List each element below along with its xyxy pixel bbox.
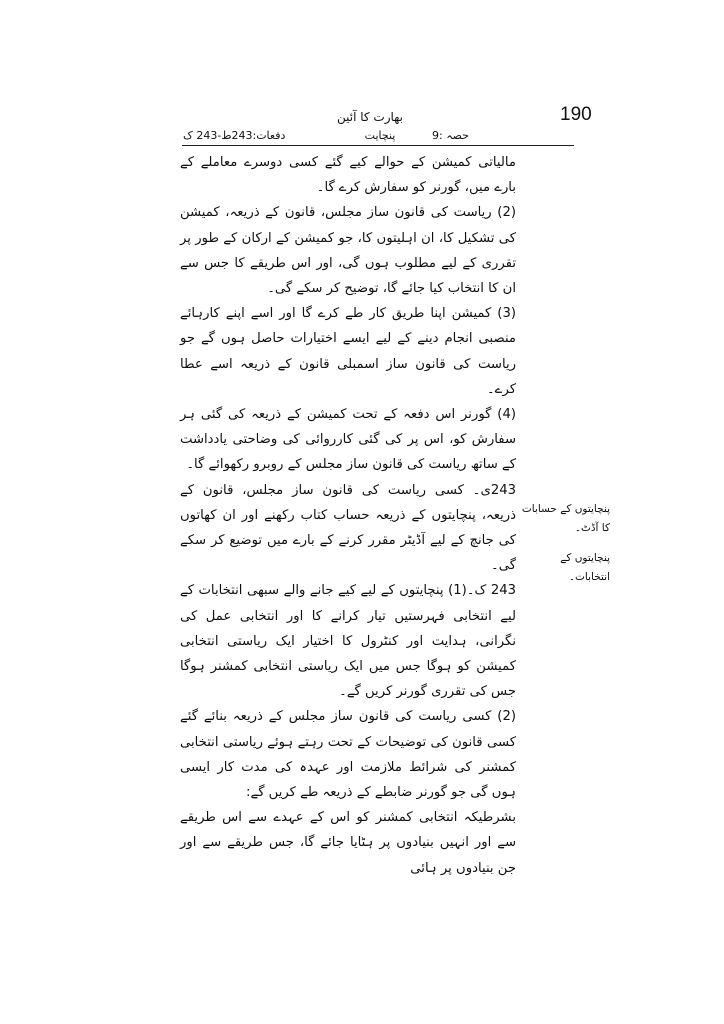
paragraph: 243 ک۔(1) پنچایتوں کے لیے کیے جانے والے سبھی انتخابات کے لیے انتخابی فہرستیں تیار کرانے کا اور انتخابی عمل کی نگرانی، ہدایت اور کنٹرول کا اختیار ایک ریاستی انتخابی کمیشن کو ہوگا جس میں ایک ریاستی انتخابی کمشنر ہوگا جس کی تقرری گورنر کریں گے۔ <box>180 583 517 700</box>
articles-label: دفعات:243ط-243 ک <box>183 129 286 142</box>
margin-note-elections: پنچایتوں کے انتخابات۔ <box>560 552 610 583</box>
part-label: حصہ :9 <box>432 129 469 142</box>
paragraph: (4) گورنر اس دفعہ کے تحت کمیشن کے ذریعہ کی گئی ہر سفارش کو، اس پر کی گئی کارروائی کی وضاحتی یادداشت کے ساتھ ریاست کی قانون ساز مجلس کے روبرو رکھوائے گا۔ <box>180 407 516 473</box>
paragraph: (3) کمیشن اپنا طریق کار طے کرے گا اور اسے اپنے کارہائے منصبی انجام دینے کے لیے ایسے اختیارات حاصل ہوں گے جو ریاست کی قانون ساز اسمبلی قانون کے ذریعہ اسے عطا کرے۔ <box>180 306 516 397</box>
paragraph: 243ی۔ کسی ریاست کی قانون ساز مجلس، قانون کے ذریعہ، پنچایتوں کے ذریعہ حساب کتاب رکھنے اور ان کھاتوں کی جانچ کے لیے آڈیٹر مقرر کرنے کے بارے میں توضیع کر سکے گی۔ <box>180 482 516 574</box>
body-text <box>180 150 516 881</box>
paragraph: (2) کسی ریاست کی قانون ساز مجلس کے ذریعہ بنائے گئے کسی قانون کی توضیحات کے تحت رہتے ہوئے ریاستی انتخابی کمشنر کی شرائط ملازمت اور عہدہ کی مدت کار ایسی ہوں گی جو گورنر ضابطے کے ذریعہ طے کریں گے: <box>180 709 516 801</box>
chapter-label: پنچایت <box>364 129 396 142</box>
paragraph: مالیاتی کمیشن کے حوالے کیے گئے کسی دوسرے معاملے کے بارے میں، گورنر کو سفارش کرے گا۔ <box>180 155 516 196</box>
paragraph: بشرطیکہ انتخابی کمشنر کو اس کے عہدے سے اس طریقے سے اور انہیں بنیادوں پر ہٹایا جائے گا، جس طریقے سے اور جن بنیادوں پر ہائی <box>180 810 516 876</box>
margin-note-audit: پنچایتوں کے حسابات کا آڈٹ۔ <box>521 503 610 534</box>
book-title: بھارت کا آئین <box>336 110 404 124</box>
header-divider <box>182 145 574 146</box>
page-number: 190 <box>560 104 592 125</box>
paragraph: (2) ریاست کی قانون ساز مجلس، قانون کے ذریعہ، کمیشن کی تشکیل کا، ان اہلیتوں کا، جو کمیشن کے ارکان کے طور پر تقرری کے لیے مطلوب ہوں گی، اور اس طریقے کا جس سے ان کا انتخاب کیا جائے گا، توضیح کر سکے گی۔ <box>180 205 516 297</box>
